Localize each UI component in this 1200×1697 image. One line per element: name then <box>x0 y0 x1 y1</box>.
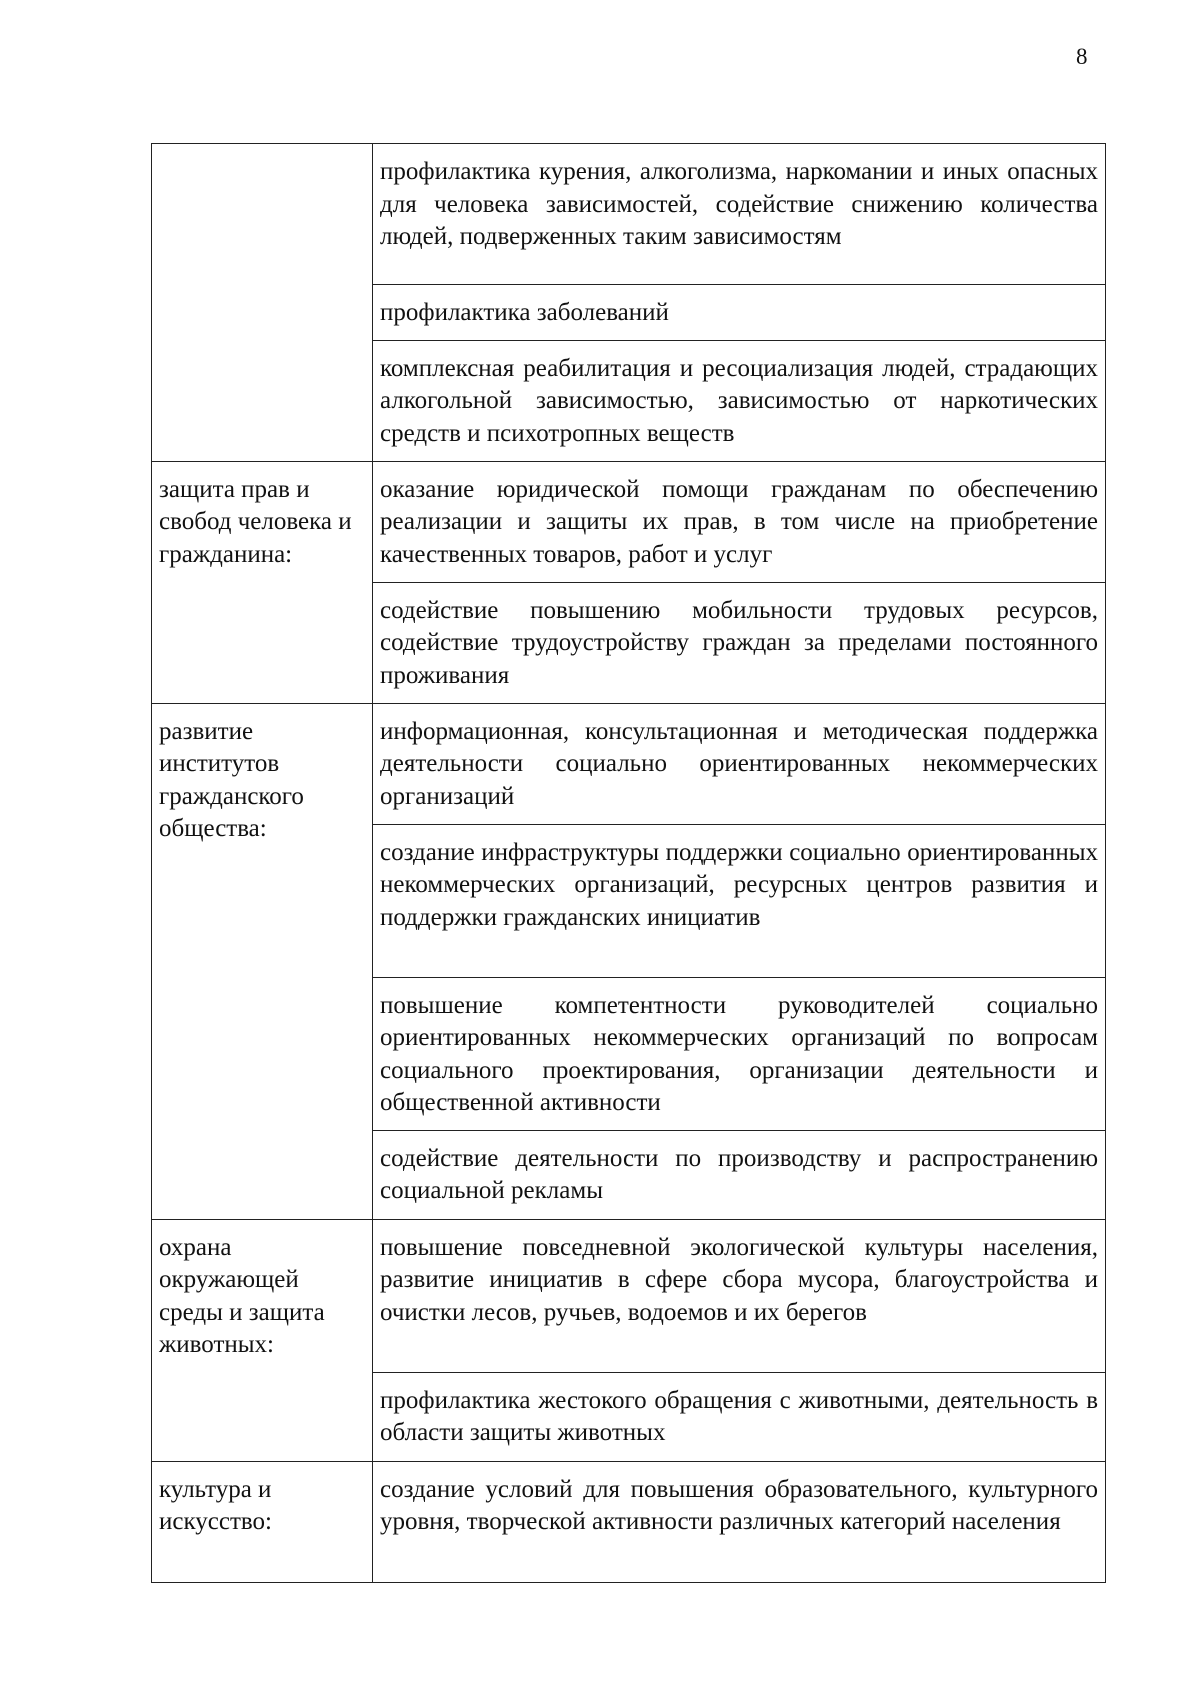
activities-table <box>151 143 1106 1583</box>
table-row <box>152 1461 1106 1582</box>
category-label: культура и искусство: <box>159 1475 272 1535</box>
table-row <box>152 461 1106 582</box>
category-cell <box>152 461 373 703</box>
table-row <box>152 1219 1106 1372</box>
table-row <box>152 144 1106 285</box>
activity-cell: повышение компетентности руководителей социально ориентированных некоммерческих организаций по вопросам социального проектирования, организации деятельности и общественной активности <box>373 977 1106 1130</box>
category-cell <box>152 1219 373 1461</box>
activity-cell: профилактика заболеваний <box>373 285 1106 341</box>
activity-cell: профилактика жестокого обращения с животными, деятельность в области защиты животных <box>373 1372 1106 1461</box>
activity-cell: оказание юридической помощи гражданам по обеспечению реализации и защиты их прав, в том числе на приобретение качественных товаров, работ и услуг <box>373 461 1106 582</box>
activity-cell: комплексная реабилитация и ресоциализация людей, страдающих алкогольной зависимостью, зависимостью от наркотических средств и психотропных веществ <box>373 340 1106 461</box>
activity-cell: информационная, консультационная и методическая поддержка деятельности социально ориентированных некоммерческих организаций <box>373 703 1106 824</box>
page-number: 8 <box>1076 44 1088 69</box>
category-cell <box>152 703 373 1219</box>
category-cell <box>152 144 373 462</box>
category-label: охрана окружающей среды и защита животных: <box>159 1233 325 1358</box>
activity-cell: создание условий для повышения образовательного, культурного уровня, творческой активности различных категорий населения <box>373 1461 1106 1582</box>
activity-cell: повышение повседневной экологической культуры населения, развитие инициатив в сфере сбора мусора, благоустройства и очистки лесов, ручьев, водоемов и их берегов <box>373 1219 1106 1372</box>
activity-cell: создание инфраструктуры поддержки социально ориентированных некоммерческих организаций, ресурсных центров развития и поддержки гражданских инициатив <box>373 824 1106 977</box>
activity-cell: содействие деятельности по производству и распространению социальной рекламы <box>373 1130 1106 1219</box>
activity-cell: профилактика курения, алкоголизма, наркомании и иных опасных для человека зависимостей, содействие снижению количества людей, подверженных таким зависимостям <box>373 144 1106 285</box>
category-label: развитие институтов гражданского общества: <box>159 717 304 842</box>
activity-cell: содействие повышению мобильности трудовых ресурсов, содействие трудоустройству граждан за пределами постоянного проживания <box>373 582 1106 703</box>
category-label: защита прав и свобод человека и гражданина: <box>159 475 352 568</box>
category-cell <box>152 1461 373 1582</box>
table-row <box>152 703 1106 824</box>
